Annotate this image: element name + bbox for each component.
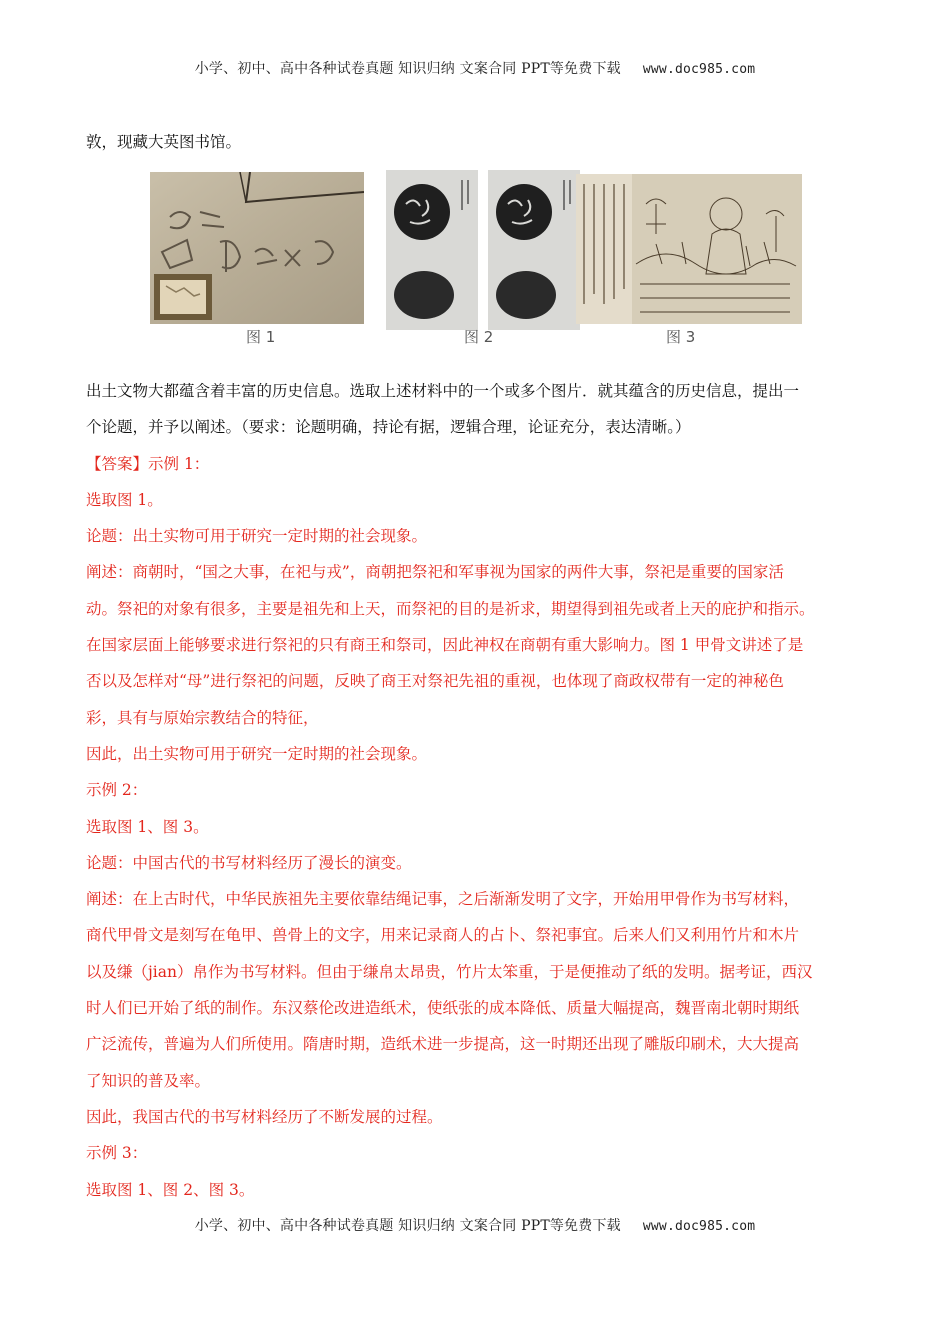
document-body	[86, 130, 876, 1208]
figure-2-caption: 图 2	[464, 328, 494, 346]
footer-site[interactable]: www.doc985.com	[642, 1219, 756, 1234]
header-text: 小学、初中、高中各种试卷真题 知识归纳 文案合同 PPT等免费下载	[194, 61, 621, 77]
example-2-thesis: 论题：中国古代的书写材料经历了漫长的演变。	[86, 853, 412, 872]
header-site[interactable]: www.doc985.com	[642, 62, 756, 77]
example-2-title: 示例 2：	[86, 781, 148, 800]
example-3-title: 示例 3：	[86, 1144, 148, 1163]
answer-heading	[86, 446, 876, 482]
example-1-title: 示例 1：	[148, 454, 210, 473]
example-1-thesis: 论题：出土实物可用于研究一定时期的社会现象。	[86, 527, 428, 546]
example-2-body-line: 时人们已开始了纸的制作。东汉蔡伦改进造纸术，使纸张的成本降低、质量大幅提高，魏晋南北朝时期纸	[86, 999, 800, 1018]
question-line: 个论题，并予以阐述。（要求：论题明确，持论有据，逻辑合理，论证充分，表达清晰。）	[86, 418, 691, 437]
intro-tail: 敦，现藏大英图书馆。	[86, 133, 242, 151]
figure-row	[86, 158, 876, 373]
example-2-body-line: 广泛流传，普遍为人们所使用。隋唐时期，造纸术进一步提高，这一时期还出现了雕版印刷术，大大提高	[86, 1035, 800, 1054]
figure-1-caption: 图 1	[246, 328, 276, 346]
page-header	[0, 58, 950, 78]
seal-rubbing-image	[386, 170, 580, 330]
example-1-body-line: 在国家层面上能够要求进行祭祀的只有商王和祭司，因此神权在商朝有重大影响力。图 1 甲骨文讲述了是	[86, 636, 804, 655]
oracle-bone-image	[150, 172, 364, 324]
example-2-body-line: 因此，我国古代的书写材料经历了不断发展的过程。	[86, 1107, 443, 1126]
example-2-body-line: 了知识的普及率。	[86, 1071, 211, 1090]
footer-text: 小学、初中、高中各种试卷真题 知识归纳 文案合同 PPT等免费下载	[194, 1218, 621, 1234]
example-1-body-line: 否以及怎样对“母”进行祭祀的问题，反映了商王对祭祀先祖的重视，也体现了商政权带有一定的神秘色	[86, 672, 784, 691]
answer-tag: 【答案】	[86, 454, 149, 473]
example-3-select: 选取图 1、图 2、图 3。	[86, 1180, 255, 1199]
example-2-body-line: 阐述：在上古时代，中华民族祖先主要依靠结绳记事，之后渐渐发明了文字，开始用甲骨作为书写材料，	[86, 890, 800, 909]
figure-3-caption: 图 3	[666, 328, 696, 346]
example-2-select: 选取图 1、图 3。	[86, 817, 209, 836]
question-line: 出土文物大都蕴含着丰富的历史信息。选取上述材料中的一个或多个图片．就其蕴含的历史信息，提出一	[86, 382, 800, 400]
example-2-body-line: 以及缣（jian）帛作为书写材料。但由于缣帛太昂贵，竹片太笨重，于是便推动了纸的发明。据考证，西汉	[86, 962, 813, 981]
example-2-body-line: 商代甲骨文是刻写在龟甲、兽骨上的文字，用来记录商人的占卜、祭祀事宜。后来人们又利用竹片和木片	[86, 926, 800, 945]
example-1-body-line: 因此，出土实物可用于研究一定时期的社会现象。	[86, 744, 428, 763]
example-1-body-line: 彩，具有与原始宗教结合的特征，	[86, 708, 319, 727]
example-1-body-line: 阐述：商朝时，“国之大事，在祀与戎”，商朝把祭祀和军事视为国家的两件大事，祭祀是重要的国家活	[86, 563, 784, 582]
printed-sutra-image	[576, 174, 802, 324]
example-1-select: 选取图 1。	[86, 490, 163, 509]
page-footer	[0, 1215, 950, 1235]
example-1-body-line: 动。祭祀的对象有很多，主要是祖先和上天，而祭祀的目的是祈求，期望得到祖先或者上天的庇护和指示。	[86, 599, 815, 618]
